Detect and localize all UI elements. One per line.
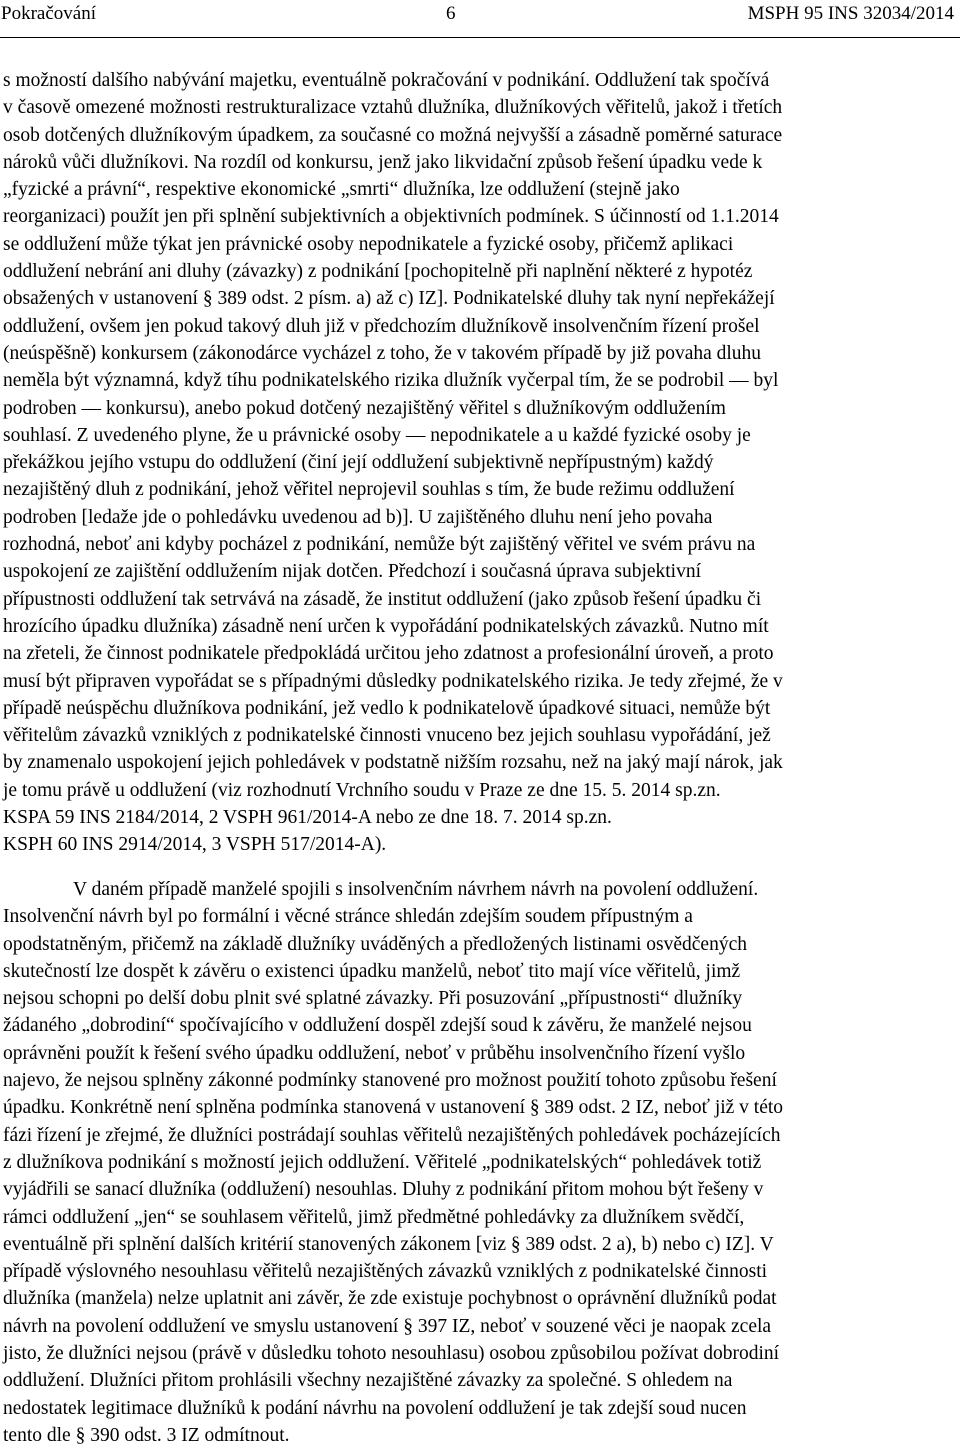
text-line: nezajištěný dluh z podnikání, jehož věřitel neprojevil souhlas s tím, že bude režimu oddlužení xyxy=(3,479,735,501)
text-line: věřitelům závazků vzniklých z podnikatelské činnosti vnuceno bez jejich souhlasu vypořádání, jež xyxy=(3,725,771,747)
text-line: oddlužení, ovšem jen pokud takový dluh již v předchozím dlužníkově insolvenčním řízení prošel xyxy=(3,315,760,337)
text-line: vyjádřili se sanací dlužníka (oddlužení) nesouhlas. Dluhy z podnikání přitom mohou být řešeny v xyxy=(3,1179,764,1201)
text-line: je tomu právě u oddlužení (viz rozhodnutí Vrchního soudu v Praze ze dne 15. 5. 2014 sp.zn. xyxy=(3,779,721,801)
text-line: oprávněni použít k řešení svého úpadku oddlužení, neboť v průběhu insolvenčního řízení vyšlo xyxy=(3,1042,746,1064)
text-line: rámci oddlužení „jen“ se souhlasem věřitelů, jimž předmětné pohledávky za dlužníkem svědčí, xyxy=(3,1206,745,1228)
text-line: rozhodná, neboť ani kdyby pocházel z podnikání, nemůže být zajištěný věřitel ve svém právu na xyxy=(3,534,756,556)
text-line: návrh na povolení oddlužení ve smyslu ustanovení § 397 IZ, neboť v souzené věci je naopak zcela xyxy=(3,1315,772,1337)
text-line: Insolvenční návrh byl po formální i věcné stránce shledán zdejším soudem přípustným a xyxy=(3,906,693,928)
text-line: se oddlužení může týkat jen právnické osoby nepodnikatele a fyzické osoby, přičemž aplikaci xyxy=(3,233,734,255)
text-line: jisto, že dlužníci nejsou (právě v důsledku tohoto nesouhlasu) osobou způsobilou požívat dobrodiní xyxy=(3,1343,780,1365)
text-line: podroben — konkursu), anebo pokud dotčený nezajištěný věřitel s dlužníkovým oddlužením xyxy=(3,397,726,419)
text-line: z dlužníkova podnikání s možností jejich oddlužení. Věřitelé „podnikatelských“ pohledávek totiž xyxy=(3,1151,762,1173)
text-line: v časově omezené možnosti restrukturalizace vztahů dlužníka, dlužníkových věřitelů, jakož i třetích xyxy=(3,97,783,119)
text-line: tento dle § 390 odst. 3 IZ odmítnout. xyxy=(3,1424,290,1446)
text-line: překážkou jejího vstupu do oddlužení (činí její oddlužení subjektivně nepřípustným) každý xyxy=(3,452,714,474)
text-line: V daném případě manželé spojili s insolvenčním návrhem návrh na povolení oddlužení. xyxy=(73,879,759,900)
text-line: obsažených v ustanovení § 389 odst. 2 písm. a) až c) IZ]. Podnikatelské dluhy tak nyní nepřekážejí xyxy=(3,288,775,310)
text-line: oddlužení. Dlužníci přitom prohlásili všechny nezajištěné závazky za společné. S ohledem na xyxy=(3,1370,733,1392)
text-line: opodstatněným, přičemž na základě dlužníky uváděných a předložených listinami osvědčených xyxy=(3,933,747,955)
text-line: eventuálně při splnění dalších kritérií stanovených zákonem [viz § 389 odst. 2 a), b) nebo c) IZ]. V xyxy=(3,1233,774,1255)
header-continuation-label: Pokračování xyxy=(1,3,96,24)
text-line: na zřeteli, že činnost podnikatele předpokládá určitou jeho zdatnost a profesionální úroveň, a proto xyxy=(3,643,774,665)
paragraph-case-application xyxy=(3,876,954,1449)
text-line: musí být připraven vypořádat se s případnými důsledky podnikatelského rizika. Je tedy zřejmé, že v xyxy=(3,670,783,692)
header-divider xyxy=(0,37,960,38)
text-line: oddlužení nebrání ani dluhy (závazky) z podnikání [pochopitelně při naplnění některé z hypotéz xyxy=(3,261,753,283)
text-line: případě výslovného nesouhlasu věřitelů nezajištěných závazků vzniklých z podnikatelské činnosti xyxy=(3,1261,768,1283)
text-line: žádaného „dobrodiní“ spočívajícího v oddlužení dospěl zdejší soud k závěru, že manželé nejsou xyxy=(3,1015,752,1037)
page-header xyxy=(0,0,960,40)
text-line: by znamenalo uspokojení jejich pohledávek v podstatně nižším rozsahu, než na jaký mají nárok, jak xyxy=(3,752,783,774)
text-line: KSPH 60 INS 2914/2014, 3 VSPH 517/2014-A). xyxy=(3,834,387,856)
text-line: přípustnosti oddlužení tak setrvává na zásadě, že institut oddlužení (jako způsob řešení úpadku či xyxy=(3,588,762,610)
text-line: najevo, že nejsou splněny zákonné podmínky stanovené pro možnost použití tohoto způsobu řešení xyxy=(3,1070,777,1092)
text-line: skutečností lze dospět k závěru o existenci úpadku manželů, neboť tito mají více věřitelů, jimž xyxy=(3,960,741,982)
header-case-number: MSPH 95 INS 32034/2014 xyxy=(747,3,954,24)
text-line: nedostatek legitimace dlužníků k podání návrhu na povolení oddlužení je tak zdejší soud nucen xyxy=(3,1397,747,1419)
text-line: fázi řízení je zřejmé, že dlužníci postrádají souhlas věřitelů nezajištěných pohledávek pocházejících xyxy=(3,1124,781,1146)
paragraph-legal-reasoning xyxy=(3,67,954,859)
text-line: reorganizaci) použít jen při splnění subjektivních a objektivních podmínek. S účinností od 1.1.2014 xyxy=(3,206,779,228)
header-page-number: 6 xyxy=(446,3,456,24)
text-line: KSPA 59 INS 2184/2014, 2 VSPH 961/2014-A nebo ze dne 18. 7. 2014 sp.zn. xyxy=(3,807,612,829)
text-line: neměla být významná, když tíhu podnikatelského rizika dlužník vyčerpal tím, že se podrobil — byl xyxy=(3,370,779,392)
text-line: nároků vůči dlužníkovi. Na rozdíl od konkursu, jenž jako likvidační způsob řešení úpadku vede k xyxy=(3,151,763,173)
text-line: „fyzické a právní“, respektive ekonomické „smrti“ dlužníka, lze oddlužení (stejně jako xyxy=(3,179,680,201)
text-line: úpadku. Konkrétně není splněna podmínka stanovená v ustanovení § 389 odst. 2 IZ, neboť již v této xyxy=(3,1097,784,1119)
text-line: podroben [ledaže jde o pohledávku uvedenou ad b)]. U zajištěného dluhu není jeho povaha xyxy=(3,506,713,528)
text-line: osob dotčených dlužníkovým úpadkem, za současné co možná nejvyšší a zásadně poměrné saturace xyxy=(3,124,783,146)
text-line: případě neúspěchu dlužníkova podnikání, jež vedlo k podnikatelově úpadkové situaci, nemůže být xyxy=(3,697,771,719)
text-line: uspokojení ze zajištění oddlužením nijak dotčen. Předchozí i současná úprava subjektivní xyxy=(3,561,702,583)
text-line: nejsou schopni po delší dobu plnit své splatné závazky. Při posuzování „přípustnosti“ dlužníky xyxy=(3,988,743,1010)
text-line: dlužníka (manžela) nelze uplatnit ani závěr, že zde existuje pochybnost o oprávnění dlužníků podat xyxy=(3,1288,777,1310)
text-line: s možností dalšího nabývání majetku, eventuálně pokračování v podnikání. Oddlužení tak spočívá xyxy=(3,70,770,91)
text-line: souhlasí. Z uvedeného plyne, že u právnické osoby — nepodnikatele a u každé fyzické osoby je xyxy=(3,424,751,446)
text-line: hrozícího úpadku dlužníka) zásadně není určen k vypořádání podnikatelských závazků. Nutno mít xyxy=(3,615,769,637)
text-line: (neúspěšně) konkursem (zákonodárce vycházel z toho, že v takovém případě by již povaha dluhu xyxy=(3,342,762,364)
